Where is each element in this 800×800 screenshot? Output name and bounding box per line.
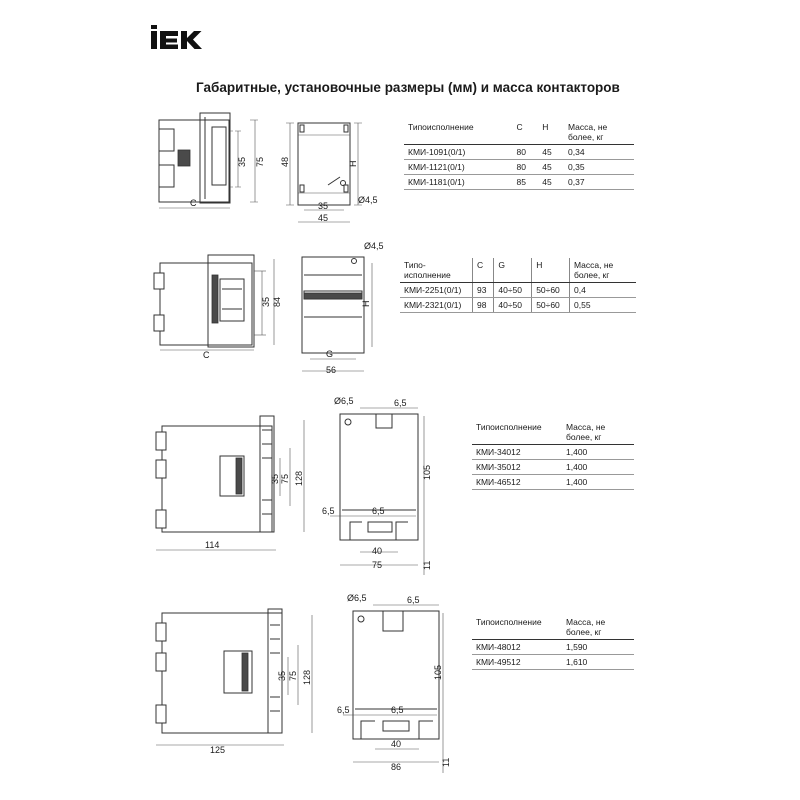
drawing-kmi-1-side-view [150,105,275,215]
dim-mid-6-5: 6,5 [391,705,404,715]
dim-c: C [203,350,210,360]
dim-11: 11 [441,757,451,767]
col-type: Типоисполнение [404,120,512,145]
dim-125: 125 [210,745,226,755]
col-c: C [473,258,494,283]
table-row: КМИ-1091(0/1) 80 45 0,34 [404,145,634,160]
dim-105: 105 [433,664,443,680]
dim-48: 48 [280,156,290,167]
dim-114: 114 [205,540,220,550]
col-mass: Масса, не более, кг [570,258,637,283]
col-h: H [538,120,564,145]
table-row: КМИ-34012 1,400 [472,445,634,460]
table-row: КМИ-48012 1,590 [472,640,634,655]
dim-35: 35 [277,670,287,681]
dim-mid-6-5: 6,5 [372,506,385,516]
table-row: КМИ-2321(0/1) 98 40÷50 50÷60 0,55 [400,298,636,313]
drawing-kmi-4-front-view [335,585,450,775]
table-row: КМИ-2251(0/1) 93 40÷50 50÷60 0,4 [400,283,636,298]
table-row: КМИ-1121(0/1) 80 45 0,35 [404,160,634,175]
col-type: Типо- исполнение [400,258,473,283]
dim-c: C [190,198,197,208]
table-kmi-2 [400,258,636,313]
col-type: Типоисполнение [472,420,562,445]
dim-128: 128 [302,669,312,685]
dim-hole: Ø6,5 [347,593,367,603]
drawing-kmi-2-side-view [150,245,280,360]
drawing-kmi-1-front-view [278,115,388,230]
dim-40: 40 [391,739,402,749]
dim-left-6-5: 6,5 [322,506,335,516]
dim-128: 128 [294,470,304,486]
dim-75: 75 [255,156,265,167]
col-h: H [532,258,570,283]
dim-left-6-5: 6,5 [337,705,350,715]
dim-105: 105 [422,464,432,480]
drawing-kmi-4-side-view [150,605,320,757]
dim-75: 75 [288,670,298,681]
dim-86: 86 [391,762,402,772]
drawing-kmi-2-front-view [296,237,406,377]
col-mass: Масса, не более, кг [562,615,634,640]
dim-35: 35 [237,156,247,167]
col-g: G [494,258,532,283]
dim-35: 35 [261,296,271,307]
dim-84: 84 [272,296,282,307]
dim-g: G [326,349,334,359]
dim-35: 35 [318,201,329,211]
table-row: КМИ-35012 1,400 [472,460,634,475]
dim-hole: Ø4,5 [364,241,384,251]
col-mass: Масса, не более, кг [562,420,634,445]
table-row: КМИ-1181(0/1) 85 45 0,37 [404,175,634,190]
dim-75: 75 [280,473,290,484]
table-kmi-4 [472,615,634,670]
iek-logo [150,24,210,54]
drawing-kmi-3-side-view [150,410,310,560]
dim-h: H [348,160,358,167]
page-title: Габаритные, установочные размеры (мм) и масса контакторов [196,80,620,95]
col-type: Типоисполнение [472,615,562,640]
dim-40: 40 [372,546,383,556]
dim-56: 56 [326,365,337,375]
dim-hole: Ø4,5 [358,195,378,205]
dim-45: 45 [318,213,329,223]
dim-top-6-5: 6,5 [407,595,420,605]
col-c: C [512,120,538,145]
dim-75: 75 [372,560,383,570]
dim-35: 35 [270,473,280,484]
table-kmi-3 [472,420,634,490]
dim-11: 11 [422,560,432,570]
svg-text:IEK: IEK [150,24,152,25]
col-mass: Масса, не более, кг [564,120,634,145]
table-kmi-1 [404,120,634,190]
table-row: КМИ-46512 1,400 [472,475,634,490]
dim-h: H [361,300,371,307]
table-row: КМИ-49512 1,610 [472,655,634,670]
drawing-kmi-3-front-view [320,390,435,575]
dim-hole: Ø6,5 [334,396,354,406]
dim-top-6-5: 6,5 [394,398,407,408]
